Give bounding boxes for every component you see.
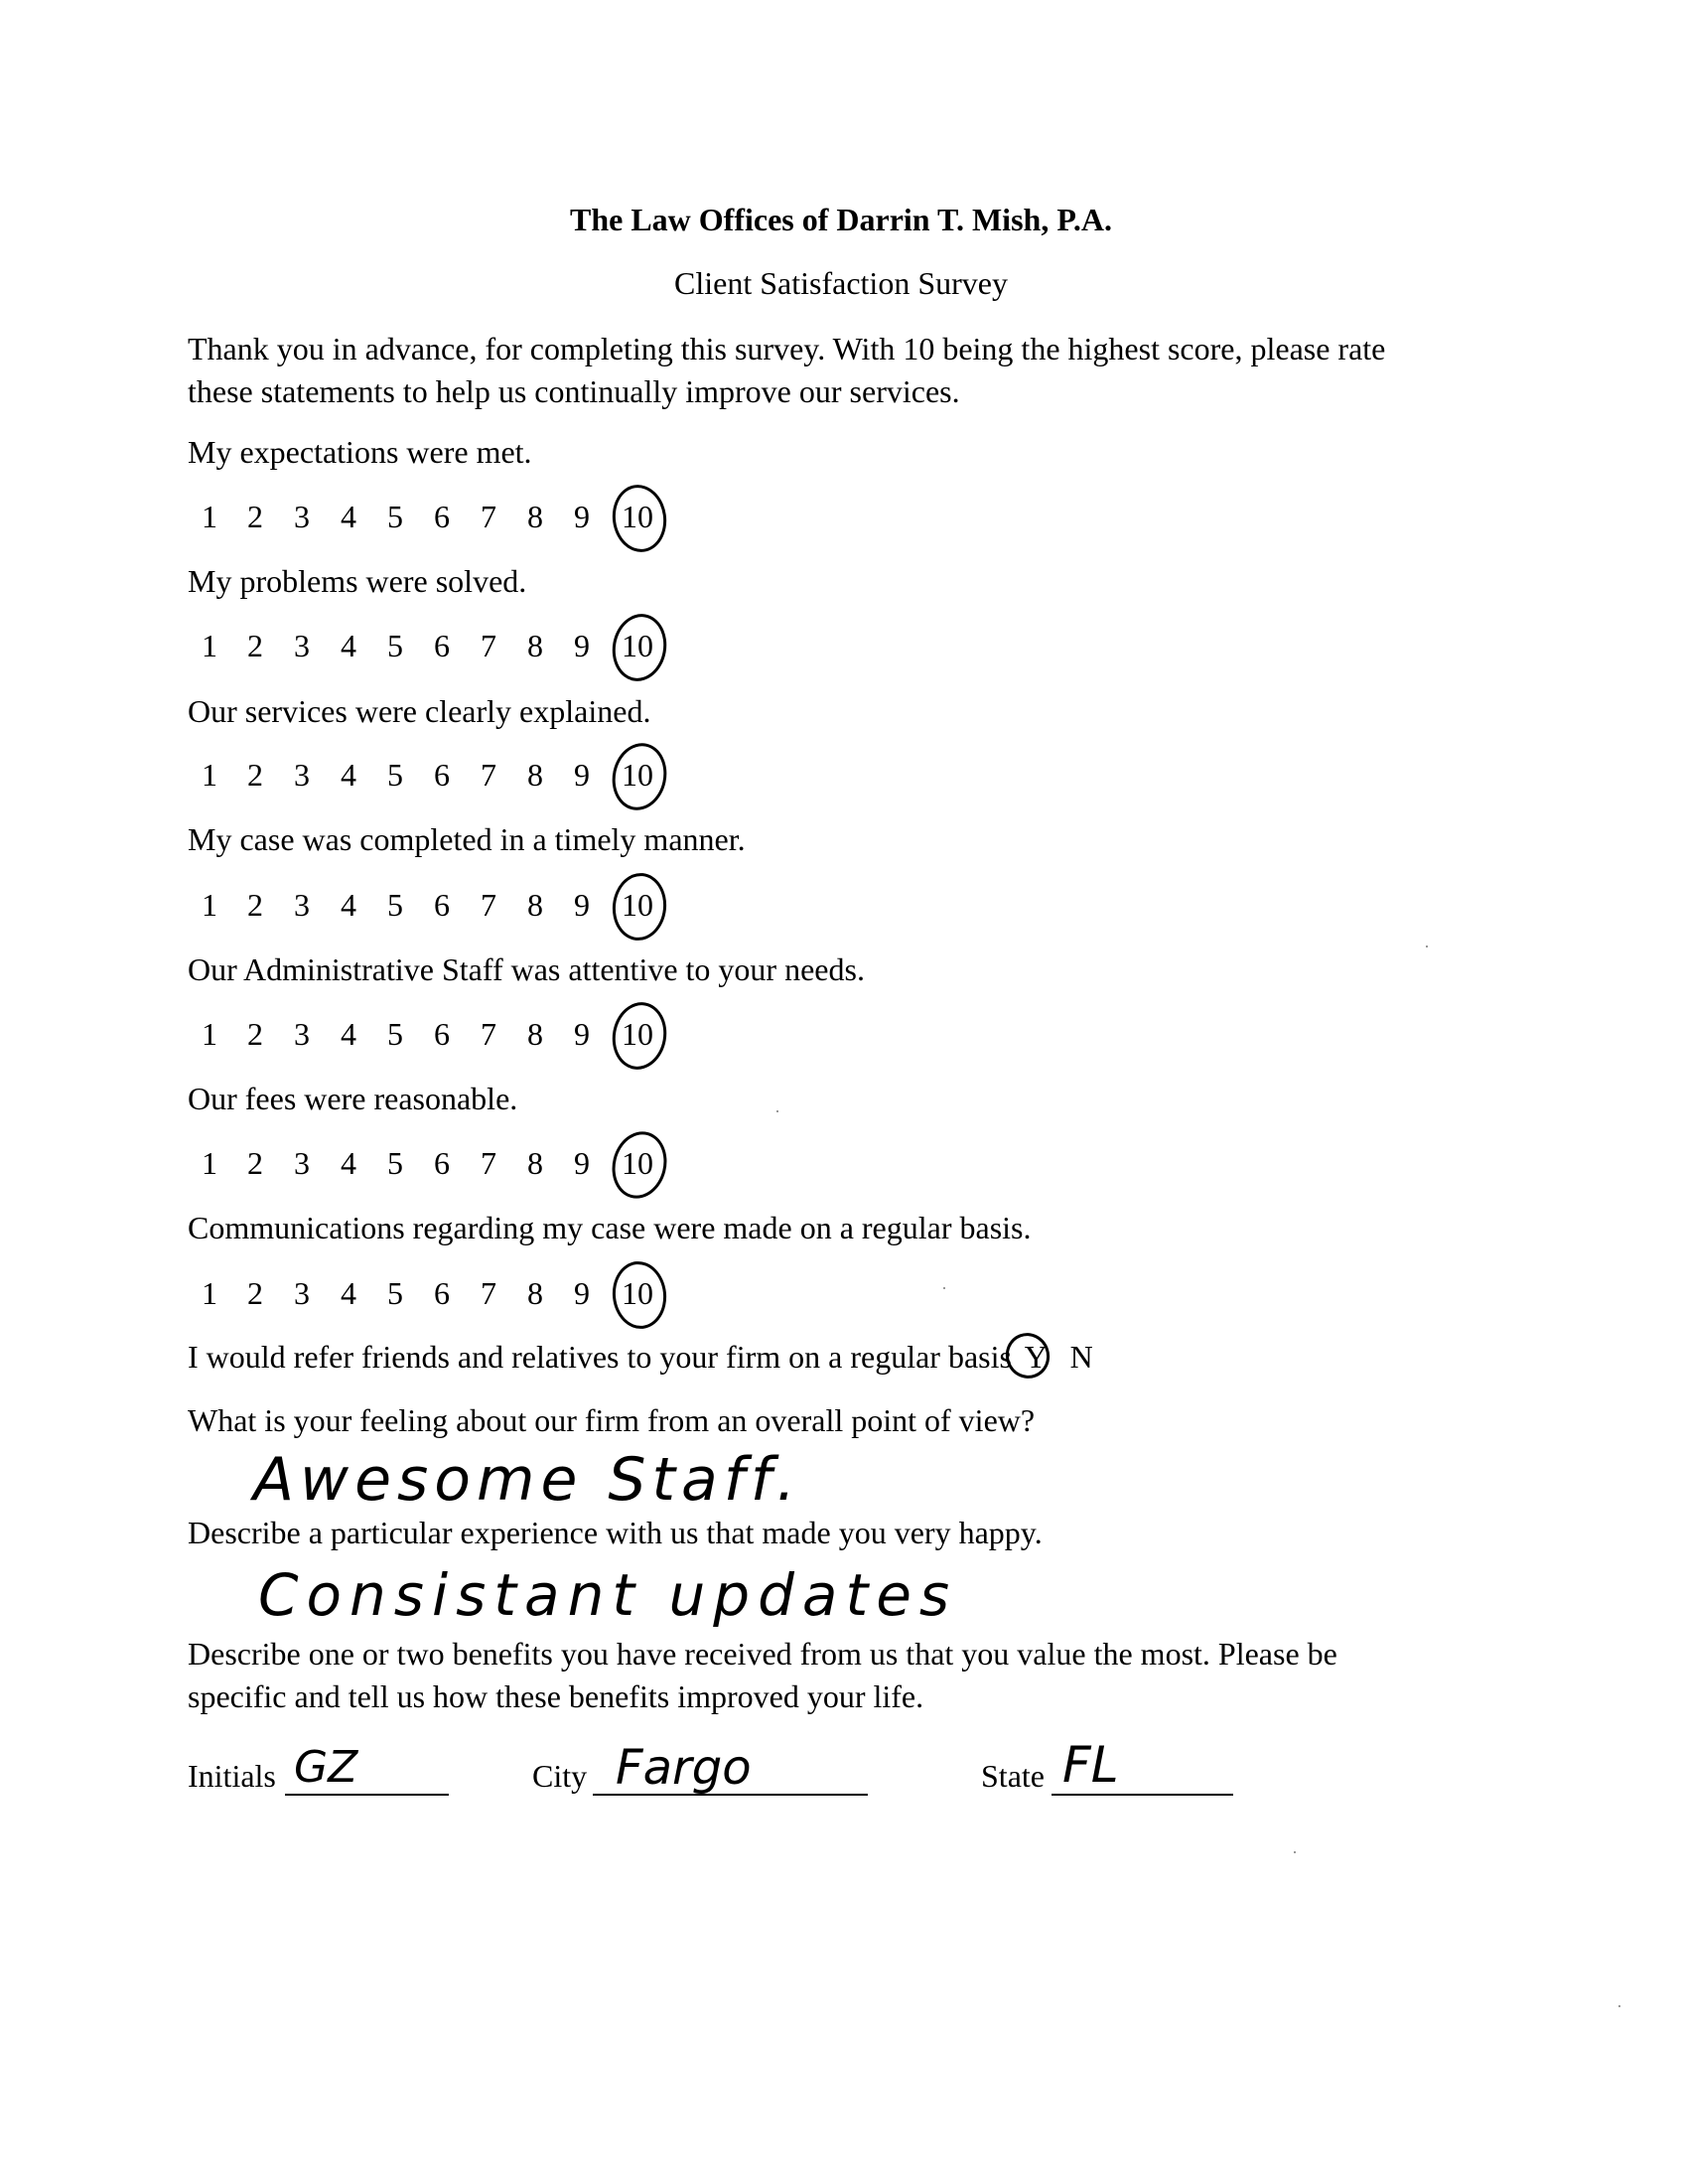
rating-option-10[interactable]: 10 (622, 757, 653, 793)
benefits-question-line-1: Describe one or two benefits you have received from us that you value the most. Please be (188, 1636, 1337, 1672)
rating-option-10[interactable]: 10 (622, 887, 653, 923)
rating-option-5[interactable]: 5 (387, 887, 403, 923)
initials-value-handwritten[interactable]: GZ (294, 1742, 358, 1793)
rating-option-2[interactable]: 2 (247, 887, 263, 923)
rating-scale-5[interactable] (188, 1016, 783, 1056)
question-1: My expectations were met. (188, 434, 532, 470)
rating-scale-7[interactable] (188, 1275, 783, 1315)
rating-option-8[interactable]: 8 (527, 1145, 543, 1181)
rating-option-2[interactable]: 2 (247, 1275, 263, 1311)
rating-option-9[interactable]: 9 (574, 887, 590, 923)
rating-option-6[interactable]: 6 (434, 1145, 450, 1181)
rating-option-1[interactable]: 1 (202, 887, 217, 923)
rating-option-5[interactable]: 5 (387, 1016, 403, 1052)
question-4: My case was completed in a timely manner. (188, 821, 746, 857)
experience-question: Describe a particular experience with us that made you very happy. (188, 1515, 1043, 1550)
scan-speck (1426, 946, 1428, 947)
rating-option-5[interactable]: 5 (387, 628, 403, 663)
question-2: My problems were solved. (188, 563, 527, 599)
rating-option-9[interactable]: 9 (574, 628, 590, 663)
rating-option-6[interactable]: 6 (434, 1016, 450, 1052)
rating-option-1[interactable]: 1 (202, 628, 217, 663)
rating-option-2[interactable]: 2 (247, 1145, 263, 1181)
rating-option-8[interactable]: 8 (527, 1016, 543, 1052)
overall-answer-handwritten: Awesome Staff. (253, 1445, 802, 1515)
rating-option-3[interactable]: 3 (294, 1016, 310, 1052)
rating-option-4[interactable]: 4 (341, 628, 356, 663)
question-3: Our services were clearly explained. (188, 693, 651, 729)
scan-speck (943, 1287, 945, 1289)
rating-option-4[interactable]: 4 (341, 1275, 356, 1311)
rating-option-4[interactable]: 4 (341, 757, 356, 793)
rating-option-5[interactable]: 5 (387, 499, 403, 534)
rating-option-3[interactable]: 3 (294, 757, 310, 793)
rating-option-6[interactable]: 6 (434, 628, 450, 663)
rating-option-8[interactable]: 8 (527, 628, 543, 663)
rating-option-7[interactable]: 7 (481, 757, 496, 793)
rating-option-8[interactable]: 8 (527, 887, 543, 923)
rating-option-5[interactable]: 5 (387, 1275, 403, 1311)
rating-option-10[interactable]: 10 (622, 628, 653, 663)
rating-option-6[interactable]: 6 (434, 1275, 450, 1311)
experience-answer-handwritten: Consistant updates (258, 1561, 958, 1629)
rating-option-2[interactable]: 2 (247, 1016, 263, 1052)
rating-scale-3[interactable] (188, 757, 783, 797)
rating-option-10[interactable]: 10 (622, 1275, 653, 1311)
rating-option-2[interactable]: 2 (247, 499, 263, 534)
rating-option-1[interactable]: 1 (202, 1145, 217, 1181)
intro-paragraph (188, 328, 1498, 413)
rating-option-2[interactable]: 2 (247, 757, 263, 793)
initials-label: Initials (188, 1758, 276, 1794)
rating-option-1[interactable]: 1 (202, 1275, 217, 1311)
rating-option-7[interactable]: 7 (481, 887, 496, 923)
rating-option-2[interactable]: 2 (247, 628, 263, 663)
scan-speck (1618, 2005, 1620, 2007)
referral-no-option[interactable]: N (1069, 1339, 1093, 1375)
page-subtitle: Client Satisfaction Survey (674, 265, 1008, 301)
rating-option-7[interactable]: 7 (481, 1275, 496, 1311)
rating-option-3[interactable]: 3 (294, 499, 310, 534)
rating-option-6[interactable]: 6 (434, 757, 450, 793)
rating-option-4[interactable]: 4 (341, 1016, 356, 1052)
city-label: City (532, 1758, 588, 1794)
rating-option-9[interactable]: 9 (574, 499, 590, 534)
rating-option-3[interactable]: 3 (294, 628, 310, 663)
city-value-handwritten[interactable]: Fargo (616, 1740, 752, 1796)
rating-option-6[interactable]: 6 (434, 499, 450, 534)
referral-yes-option[interactable]: Y (1024, 1339, 1047, 1375)
rating-option-9[interactable]: 9 (574, 757, 590, 793)
rating-option-5[interactable]: 5 (387, 1145, 403, 1181)
rating-option-4[interactable]: 4 (341, 887, 356, 923)
rating-option-4[interactable]: 4 (341, 1145, 356, 1181)
rating-option-7[interactable]: 7 (481, 1016, 496, 1052)
question-7: Communications regarding my case were made on a regular basis. (188, 1210, 1032, 1245)
rating-option-7[interactable]: 7 (481, 1145, 496, 1181)
page-title: The Law Offices of Darrin T. Mish, P.A. (569, 202, 1113, 237)
rating-option-7[interactable]: 7 (481, 499, 496, 534)
rating-option-1[interactable]: 1 (202, 499, 217, 534)
rating-option-10[interactable]: 10 (622, 499, 653, 534)
rating-option-1[interactable]: 1 (202, 757, 217, 793)
overall-question: What is your feeling about our firm from an overall point of view? (188, 1402, 1036, 1438)
intro-line-2: these statements to help us continually improve our services. (188, 373, 960, 409)
rating-option-9[interactable]: 9 (574, 1016, 590, 1052)
state-label: State (981, 1758, 1045, 1794)
rating-option-3[interactable]: 3 (294, 1275, 310, 1311)
rating-scale-2[interactable] (188, 628, 783, 667)
scan-speck (776, 1110, 778, 1112)
rating-scale-1[interactable] (188, 499, 783, 538)
state-value-handwritten[interactable]: FL (1062, 1736, 1119, 1794)
rating-scale-4[interactable] (188, 887, 783, 927)
rating-scale-6[interactable] (188, 1145, 783, 1185)
rating-option-6[interactable]: 6 (434, 887, 450, 923)
rating-option-8[interactable]: 8 (527, 1275, 543, 1311)
initials-line (285, 1794, 449, 1796)
referral-question-row (188, 1339, 1093, 1376)
rating-option-3[interactable]: 3 (294, 1145, 310, 1181)
rating-option-10[interactable]: 10 (622, 1016, 653, 1052)
rating-option-9[interactable]: 9 (574, 1275, 590, 1311)
rating-option-3[interactable]: 3 (294, 887, 310, 923)
rating-option-7[interactable]: 7 (481, 628, 496, 663)
benefits-question-line-2: specific and tell us how these benefits improved your life. (188, 1678, 924, 1714)
referral-question: I would refer friends and relatives to your firm on a regular basis (188, 1339, 1012, 1375)
rating-option-4[interactable]: 4 (341, 499, 356, 534)
rating-option-1[interactable]: 1 (202, 1016, 217, 1052)
state-line (1051, 1794, 1233, 1796)
intro-line-1: Thank you in advance, for completing this survey. With 10 being the highest score, please rate (188, 331, 1386, 366)
rating-option-8[interactable]: 8 (527, 499, 543, 534)
rating-option-5[interactable]: 5 (387, 757, 403, 793)
rating-option-10[interactable]: 10 (622, 1145, 653, 1181)
rating-option-9[interactable]: 9 (574, 1145, 590, 1181)
question-5: Our Administrative Staff was attentive to your needs. (188, 951, 865, 987)
question-6: Our fees were reasonable. (188, 1081, 518, 1116)
scan-speck (1294, 1851, 1296, 1853)
rating-option-8[interactable]: 8 (527, 757, 543, 793)
